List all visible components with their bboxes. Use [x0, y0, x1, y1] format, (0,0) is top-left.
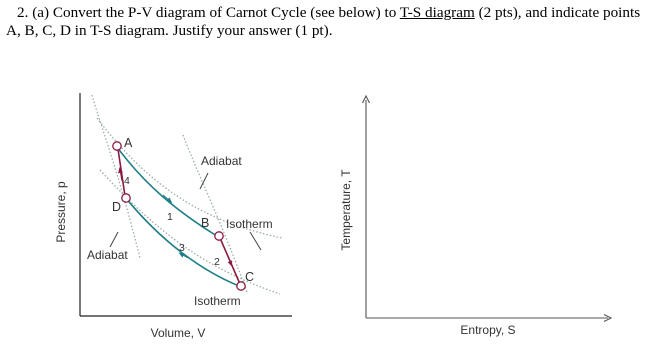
pv-diagram: [54, 93, 292, 340]
adiabat-top-label: Adiabat: [201, 154, 242, 168]
ts-diagram-link-text: T-S diagram: [399, 4, 475, 21]
isotherm-right-pointer: [250, 232, 261, 250]
step-4-label: 4: [124, 175, 130, 187]
point-b-label: B: [201, 216, 210, 230]
step-1-label: 1: [167, 211, 173, 223]
point-c-label: C: [245, 270, 255, 284]
pv-y-axis-label: Pressure, p: [54, 181, 68, 243]
question-line-1-end: (2 pts), and indicate points: [474, 4, 641, 21]
arrow-2: [227, 254, 231, 264]
point-d-label: D: [112, 200, 122, 214]
adiabat-left-pointer: [110, 232, 118, 247]
point-d-marker: [122, 194, 130, 202]
point-b-marker: [215, 232, 223, 240]
step-2-label: 2: [214, 256, 220, 268]
point-a-marker: [113, 142, 121, 150]
point-c-marker: [237, 282, 245, 290]
step-3-label: 3: [179, 242, 185, 254]
question-line-2: A, B, C, D in T-S diagram. Justify your answer (1 pt).: [6, 22, 333, 39]
adiabat-left-label: Adiabat: [87, 248, 128, 262]
dotted-adiabat-left: [92, 95, 140, 258]
pv-x-axis-label: Volume, V: [150, 326, 206, 340]
point-a-label: A: [124, 136, 133, 150]
adiabat-top-pointer: [200, 173, 208, 189]
ts-diagram: [339, 96, 611, 337]
ts-x-axis-label: Entropy, S: [460, 323, 516, 337]
isotherm-right-label: Isotherm: [226, 217, 273, 231]
question-line-1-start: 2. (a) Convert the P-V diagram of Carnot Cycle (see below) to: [17, 4, 400, 21]
isotherm-bottom-label: Isotherm: [194, 294, 241, 308]
ts-y-axis-label: Temperature, T: [339, 169, 353, 251]
